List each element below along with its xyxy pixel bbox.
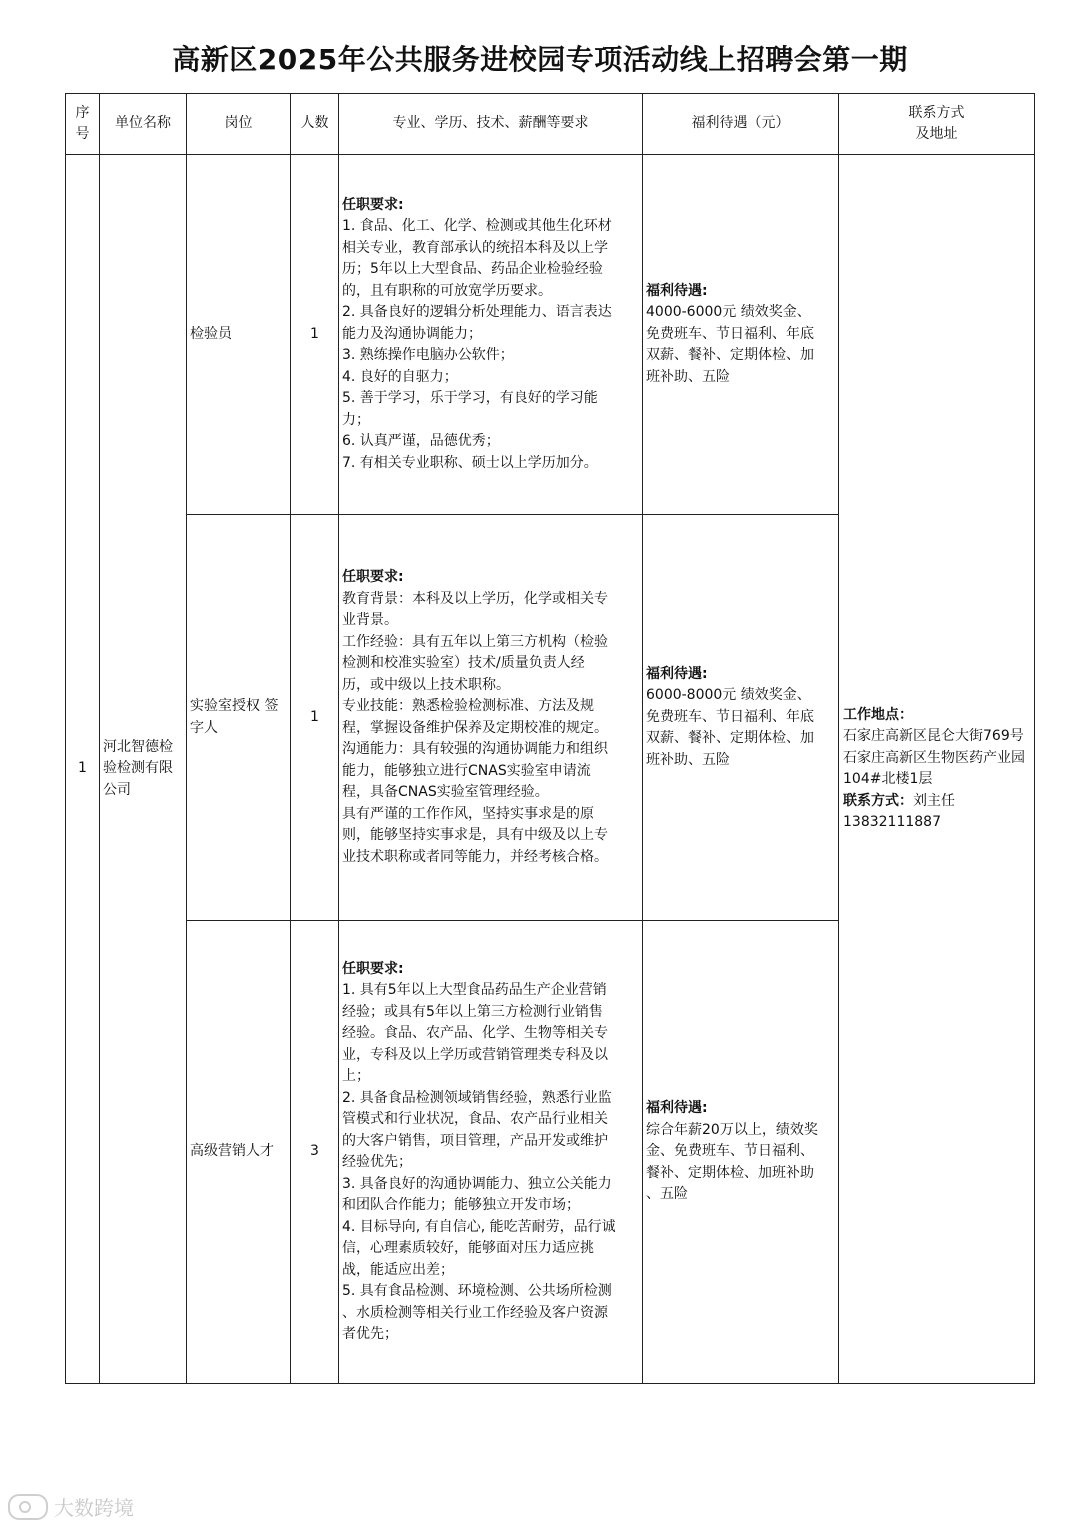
text-line: 4000-6000元 绩效奖金、 — [646, 304, 811, 321]
text-line: 、五险 — [646, 1186, 688, 1203]
benefits-heading: 福利待遇: — [646, 282, 708, 299]
page-title: 高新区2025年公共服务进校园专项活动线上招聘会第一期 — [172, 43, 908, 76]
watermark-logo-icon — [8, 1494, 48, 1520]
text-line: 信，心理素质较好，能够面对压力适应挑 — [342, 1240, 594, 1256]
requirements-list — [342, 216, 639, 474]
text-line: 的大客户销售，项目管理，产品开发或维护 — [342, 1132, 608, 1149]
text-line: 专业技能：熟悉检验检测标准、方法及规 — [342, 698, 594, 714]
text-line: 工作经验：具有五年以上第三方机构（检验 — [342, 633, 608, 650]
text-line: 6. 认真严谨，品德优秀； — [342, 433, 500, 450]
position-count: 3 — [291, 921, 339, 1384]
text-line: 上； — [342, 1068, 370, 1084]
text-line: 4. 目标导向, 有自信心, 能吃苦耐劳，品行诚 — [342, 1218, 616, 1235]
text-line: 1. 食品、化工、化学、检测或其他生化环材 — [342, 218, 612, 235]
text-line: 能力及沟通协调能力； — [342, 325, 482, 342]
text-line: 2. 具备食品检测领域销售经验，熟悉行业监 — [342, 1089, 612, 1106]
text-line: 历，或中级以上技术职称。 — [342, 676, 510, 693]
requirements-heading: 任职要求: — [342, 196, 404, 213]
text-line: 双薪、餐补、定期体检、加 — [646, 347, 814, 364]
text-line: 综合年薪20万以上，绩效奖 — [646, 1121, 818, 1138]
contact-label: 联系方式： — [843, 792, 913, 809]
text-line: 双薪、餐补、定期体检、加 — [646, 730, 814, 747]
requirements-heading: 任职要求: — [342, 569, 404, 585]
benefits-cell — [643, 921, 839, 1384]
text-line: 检测和校准实验室）技术/质量负责人经 — [342, 655, 585, 671]
text-line: 程，掌握设备维护保养及定期校准的规定。 — [342, 719, 608, 736]
text-line: 能力，能够独立进行CNAS实验室申请流 — [342, 762, 591, 779]
text-line: 管模式和行业状况，食品、农产品行业相关 — [342, 1111, 608, 1127]
benefits-cell — [643, 155, 839, 515]
contact-name: 刘主任 — [913, 792, 955, 809]
text-line: 业背景。 — [342, 612, 398, 628]
position-title: 实验室授权 签字人 — [187, 515, 291, 921]
seq-cell: 1 — [66, 155, 100, 1384]
position-title: 检验员 — [187, 155, 291, 515]
header-contact-line2: 及地址 — [915, 126, 958, 142]
benefits-cell — [643, 515, 839, 921]
text-line: 1. 具有5年以上大型食品药品生产企业营销 — [342, 982, 607, 998]
text-line: 教育背景：本科及以上学历，化学或相关专 — [342, 590, 608, 607]
header-contact-line1: 联系方式 — [908, 104, 965, 121]
text-line: 沟通能力：具有较强的沟通协调能力和组织 — [342, 741, 608, 757]
requirements-cell — [339, 515, 643, 921]
benefits-list — [646, 1120, 835, 1206]
header-contact — [839, 94, 1035, 155]
text-line: 相关专业，教育部承认的统招本科及以上学 — [342, 239, 608, 256]
requirements-list — [342, 589, 639, 869]
text-line: 、水质检测等相关行业工作经验及客户资源 — [342, 1304, 608, 1321]
text-line: 力； — [342, 411, 370, 428]
header-seq: 序号 — [66, 94, 100, 155]
text-line: 历；5年以上大型食品、药品企业检验经验 — [342, 261, 603, 278]
text-line: 具有严谨的工作作风，坚持实事求是的原 — [342, 805, 594, 822]
text-line: 6000-8000元 绩效奖金、 — [646, 687, 811, 704]
text-line: 5. 善于学习，乐于学习，有良好的学习能 — [342, 390, 598, 407]
text-line: 3. 熟练操作电脑办公软件； — [342, 347, 514, 364]
benefits-list — [646, 302, 835, 388]
text-line: 4. 良好的自驱力； — [342, 368, 458, 385]
text-line: 经验优先； — [342, 1154, 412, 1170]
requirements-cell — [339, 155, 643, 515]
text-line: 的，且有职称的可放宽学历要求。 — [342, 282, 552, 299]
position-count: 1 — [291, 155, 339, 515]
position-title: 高级营销人才 — [187, 921, 291, 1384]
company-name: 河北智德检验检测有限公司 — [100, 155, 187, 1384]
text-line: 和团队合作能力；能够独立开发市场； — [342, 1197, 580, 1213]
requirements-heading: 任职要求: — [342, 960, 404, 977]
header-requirements: 专业、学历、技术、薪酬等要求 — [339, 94, 643, 155]
watermark-text: 大数跨境 — [54, 1496, 134, 1520]
text-line: 2. 具备良好的逻辑分析处理能力、语言表达 — [342, 304, 612, 321]
text-line: 3. 具备良好的沟通协调能力、独立公关能力 — [342, 1175, 612, 1192]
benefits-heading: 福利待遇: — [646, 1100, 708, 1117]
contact-cell — [839, 155, 1035, 1384]
text-line: 程，具备CNAS实验室管理经验。 — [342, 784, 549, 800]
text-line: 7. 有相关专业职称、硕士以上学历加分。 — [342, 454, 598, 471]
watermark — [8, 1492, 134, 1521]
benefits-heading: 福利待遇: — [646, 665, 708, 682]
text-line: 5. 具有食品检测、环境检测、公共场所检测 — [342, 1283, 612, 1299]
requirements-list — [342, 980, 639, 1346]
text-line: 经验；或具有5年以上第三方检测行业销售 — [342, 1003, 603, 1020]
position-count: 1 — [291, 515, 339, 921]
header-row — [66, 94, 1035, 155]
text-line: 免费班车、节日福利、年底 — [646, 708, 814, 725]
contact-phone: 13832111887 — [843, 814, 941, 830]
header-company: 单位名称 — [100, 94, 187, 155]
requirements-cell — [339, 921, 643, 1384]
text-line: 业技术职称或者同等能力，并经考核合格。 — [342, 848, 608, 865]
text-line: 战，能适应出差； — [342, 1261, 454, 1278]
recruitment-table — [65, 93, 1035, 1384]
text-line: 者优先； — [342, 1326, 398, 1342]
header-position: 岗位 — [187, 94, 291, 155]
text-line: 免费班车、节日福利、年底 — [646, 325, 814, 342]
text-line: 餐补、定期体检、加班补助 — [646, 1164, 814, 1181]
work-location: 石家庄高新区昆仑大街769号石家庄高新区生物医药产业园104#北楼1层 — [843, 728, 1025, 787]
text-line: 经验。食品、农产品、化学、生物等相关专 — [342, 1025, 608, 1041]
text-line: 班补助、五险 — [646, 751, 730, 768]
header-benefits: 福利待遇（元） — [643, 94, 839, 155]
benefits-list — [646, 685, 835, 771]
header-count: 人数 — [291, 94, 339, 155]
text-line: 班补助、五险 — [646, 368, 730, 385]
text-line: 则，能够坚持实事求是，具有中级及以上专 — [342, 827, 608, 843]
table-row — [66, 155, 1035, 515]
work-location-label: 工作地点： — [843, 706, 913, 723]
text-line: 业，专科及以上学历或营销管理类专科及以 — [342, 1046, 608, 1063]
text-line: 金、免费班车、节日福利、 — [646, 1143, 814, 1160]
